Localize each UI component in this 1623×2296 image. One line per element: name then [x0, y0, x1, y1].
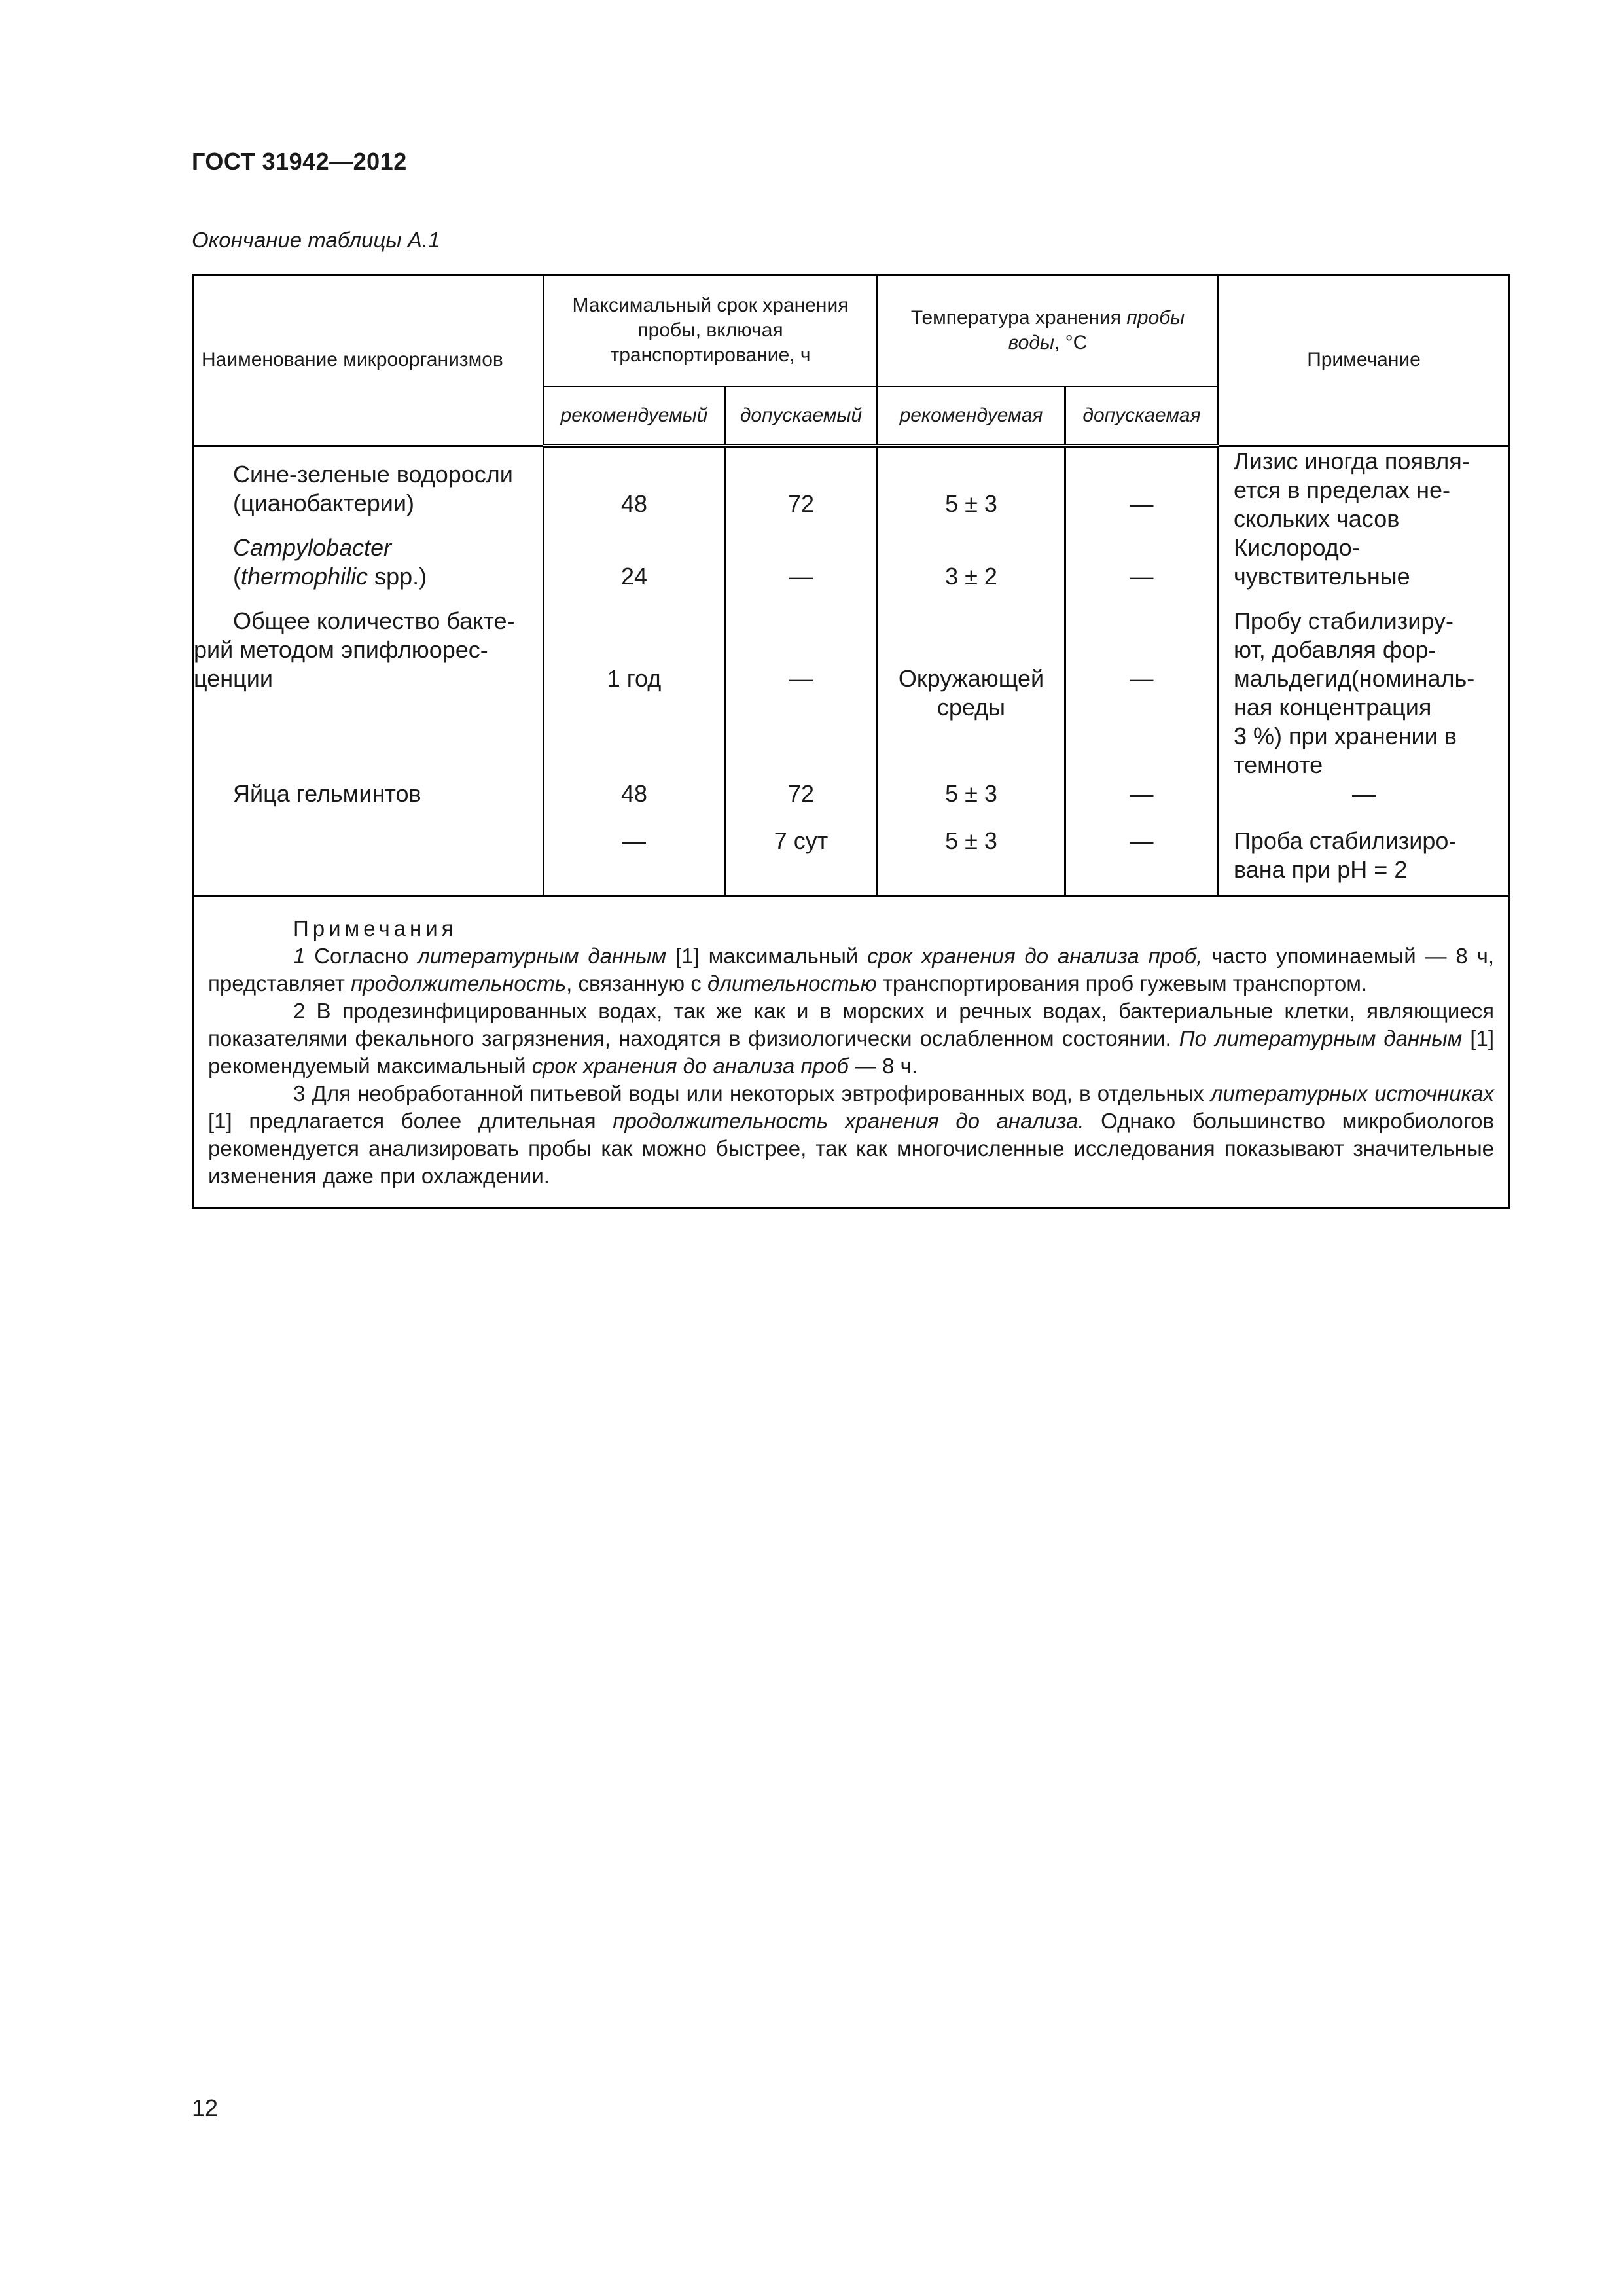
note-text: литературным данным [418, 943, 667, 968]
subheader-allowed-temp: допускаемая [1065, 387, 1219, 446]
cell-text: Яйца гельминтов [233, 780, 421, 807]
table-row [193, 607, 1510, 780]
cell-text: — [789, 664, 813, 692]
cell-allow-temp: — [1065, 827, 1219, 896]
table-body [193, 446, 1510, 1208]
note-1 [208, 942, 1494, 997]
cell-name [193, 607, 544, 780]
header-temperature [878, 275, 1219, 387]
cell-note [1219, 607, 1510, 780]
cell-text: рий методом эпифлюорес- [194, 636, 488, 663]
table-row [193, 533, 1510, 607]
cell-text: чувствительные [1234, 562, 1410, 590]
cell-text: 48 [620, 490, 648, 517]
note-3 [208, 1080, 1494, 1190]
table-caption: Окончание таблицы А.1 [192, 228, 440, 252]
note-text: часто упоминаемый — 8 ч, представляет [208, 943, 1495, 996]
notes-row [193, 895, 1510, 1208]
table-row [193, 446, 1510, 533]
note-text: 2 В продезинфицированных водах, так же как и в морских и речных водах, бактериальные клетки, являющиеся показателями фекального загрязнения, находятся в физиологически ослабленном состоянии. [208, 998, 1495, 1050]
note-text: длительностью [707, 971, 877, 996]
cell-rec-time: 48 [544, 780, 725, 827]
notes-title: Примечания [293, 916, 457, 941]
document-header: ГОСТ 31942—2012 [192, 148, 407, 175]
table-head [193, 275, 1510, 446]
note-text: — 8 ч. [848, 1053, 918, 1078]
cell-text: ют, добавляя фор- [1234, 636, 1436, 663]
cell-text: 3 %) при хранении в [1234, 722, 1457, 749]
cell-rec-temp [878, 607, 1065, 780]
cell-name [193, 533, 544, 607]
cell-text: ценции [194, 664, 273, 692]
cell-text: — [1130, 490, 1154, 517]
cell-allow-time [725, 607, 878, 780]
cell-note [1219, 446, 1510, 533]
notes-cell [193, 895, 1510, 1208]
table-container [192, 274, 1508, 1209]
header-temperature-b: пробы воды [1008, 307, 1185, 353]
header-temperature-a: Температура хранения [910, 307, 1127, 329]
cell-allow-time [725, 446, 878, 533]
cell-text: — [789, 562, 813, 590]
cell-text: Проба стабилизиро- [1234, 827, 1457, 854]
note-text: продолжительность хранения до анализа. [613, 1108, 1084, 1133]
cell-allow-temp: — [1065, 780, 1219, 827]
table-row [193, 780, 1510, 827]
cell-text: темноте [1234, 751, 1323, 778]
cell-text: вана при рН = 2 [1234, 855, 1408, 883]
header-temperature-c: , °С [1054, 332, 1088, 353]
cell-allow-time: 72 [725, 780, 878, 827]
cell-text: Campylobacter [233, 533, 392, 561]
cell-rec-temp [878, 533, 1065, 607]
header-note: Примечание [1219, 275, 1510, 446]
note-text: [1] рекомендуемый максимальный [208, 1026, 1495, 1078]
cell-rec-time [544, 446, 725, 533]
note-2 [208, 997, 1494, 1080]
header-max-time: Максимальный срок хранения пробы, включая транспортирование, ч [544, 275, 878, 387]
page-number: 12 [192, 2094, 219, 2121]
cell-text: — [1130, 562, 1154, 590]
note-text: Согласно [305, 943, 418, 968]
cell-note: — [1219, 780, 1510, 827]
cell-text: скольких часов [1234, 505, 1400, 532]
note-text: [1] предлагается более длительная [208, 1108, 613, 1133]
cell-allow-time [725, 533, 878, 607]
note-number: 1 [293, 943, 306, 968]
cell-rec-temp [878, 446, 1065, 533]
cell-rec-time [544, 607, 725, 780]
subheader-recommended-time: рекомендуемый [544, 387, 725, 446]
cell-text: Лизис иногда появля- [1234, 447, 1470, 475]
cell-text: мальдегид(номиналь- [1234, 664, 1475, 692]
cell-text: среды [936, 693, 1006, 721]
cell-rec-time: — [544, 827, 725, 896]
cell-text: Пробу стабилизиру- [1234, 607, 1454, 634]
cell-text: spp.) [368, 562, 427, 590]
subheader-recommended-temp: рекомендуемая [878, 387, 1065, 446]
cell-text: Сине-зеленые водоросли [233, 460, 513, 488]
table-row [193, 827, 1510, 896]
cell-text: 72 [787, 490, 815, 517]
note-text: срок хранения до анализа проб, [867, 943, 1203, 968]
cell-allow-temp [1065, 446, 1219, 533]
cell-text: Кислородо- [1234, 533, 1360, 561]
cell-name [193, 780, 544, 827]
cell-text: Общее количество бакте- [233, 607, 515, 634]
cell-rec-temp: 5 ± 3 [878, 827, 1065, 896]
note-text: 3 Для необработанной питьевой воды или некоторых эвтрофированных вод, в отдельных [293, 1081, 1211, 1105]
cell-text: — [1130, 664, 1154, 692]
cell-text: 24 [620, 562, 648, 590]
subheader-allowed-time: допускаемый [725, 387, 878, 446]
cell-text: ( [233, 562, 241, 590]
cell-text: 3 ± 2 [945, 562, 997, 590]
cell-name [193, 827, 544, 896]
cell-note [1219, 827, 1510, 896]
data-table [192, 274, 1510, 1209]
cell-text: thermophilic [241, 562, 368, 590]
cell-rec-temp: 5 ± 3 [878, 780, 1065, 827]
note-text: продолжительность [351, 971, 567, 996]
cell-text: ная концентрация [1234, 693, 1432, 721]
header-name: Наименование микроорганизмов [193, 275, 544, 446]
note-text: По литературным данным [1179, 1026, 1463, 1050]
note-text: срок хранения до анализа проб [531, 1053, 849, 1078]
note-text: транспортирования проб гужевым транспортом. [876, 971, 1368, 996]
note-text: Однако большинство микробиологов рекомендуется анализировать пробы как можно быстрее, так как многочисленные исследования показывают значительные изменения даже при охлаждении. [208, 1108, 1495, 1188]
cell-text: 1 год [607, 664, 662, 692]
cell-text: ется в пределах не- [1234, 476, 1451, 503]
cell-name [193, 446, 544, 533]
note-text: [1] максимальный [666, 943, 868, 968]
cell-allow-time: 7 сут [725, 827, 878, 896]
cell-text: 5 ± 3 [945, 490, 997, 517]
note-text: литературных источниках [1210, 1081, 1494, 1105]
cell-allow-temp [1065, 607, 1219, 780]
cell-note [1219, 533, 1510, 607]
cell-allow-temp [1065, 533, 1219, 607]
note-text: , связанную с [566, 971, 708, 996]
cell-rec-time [544, 533, 725, 607]
cell-text: Окружающей [898, 664, 1044, 692]
cell-text: (цианобактерии) [233, 489, 414, 516]
